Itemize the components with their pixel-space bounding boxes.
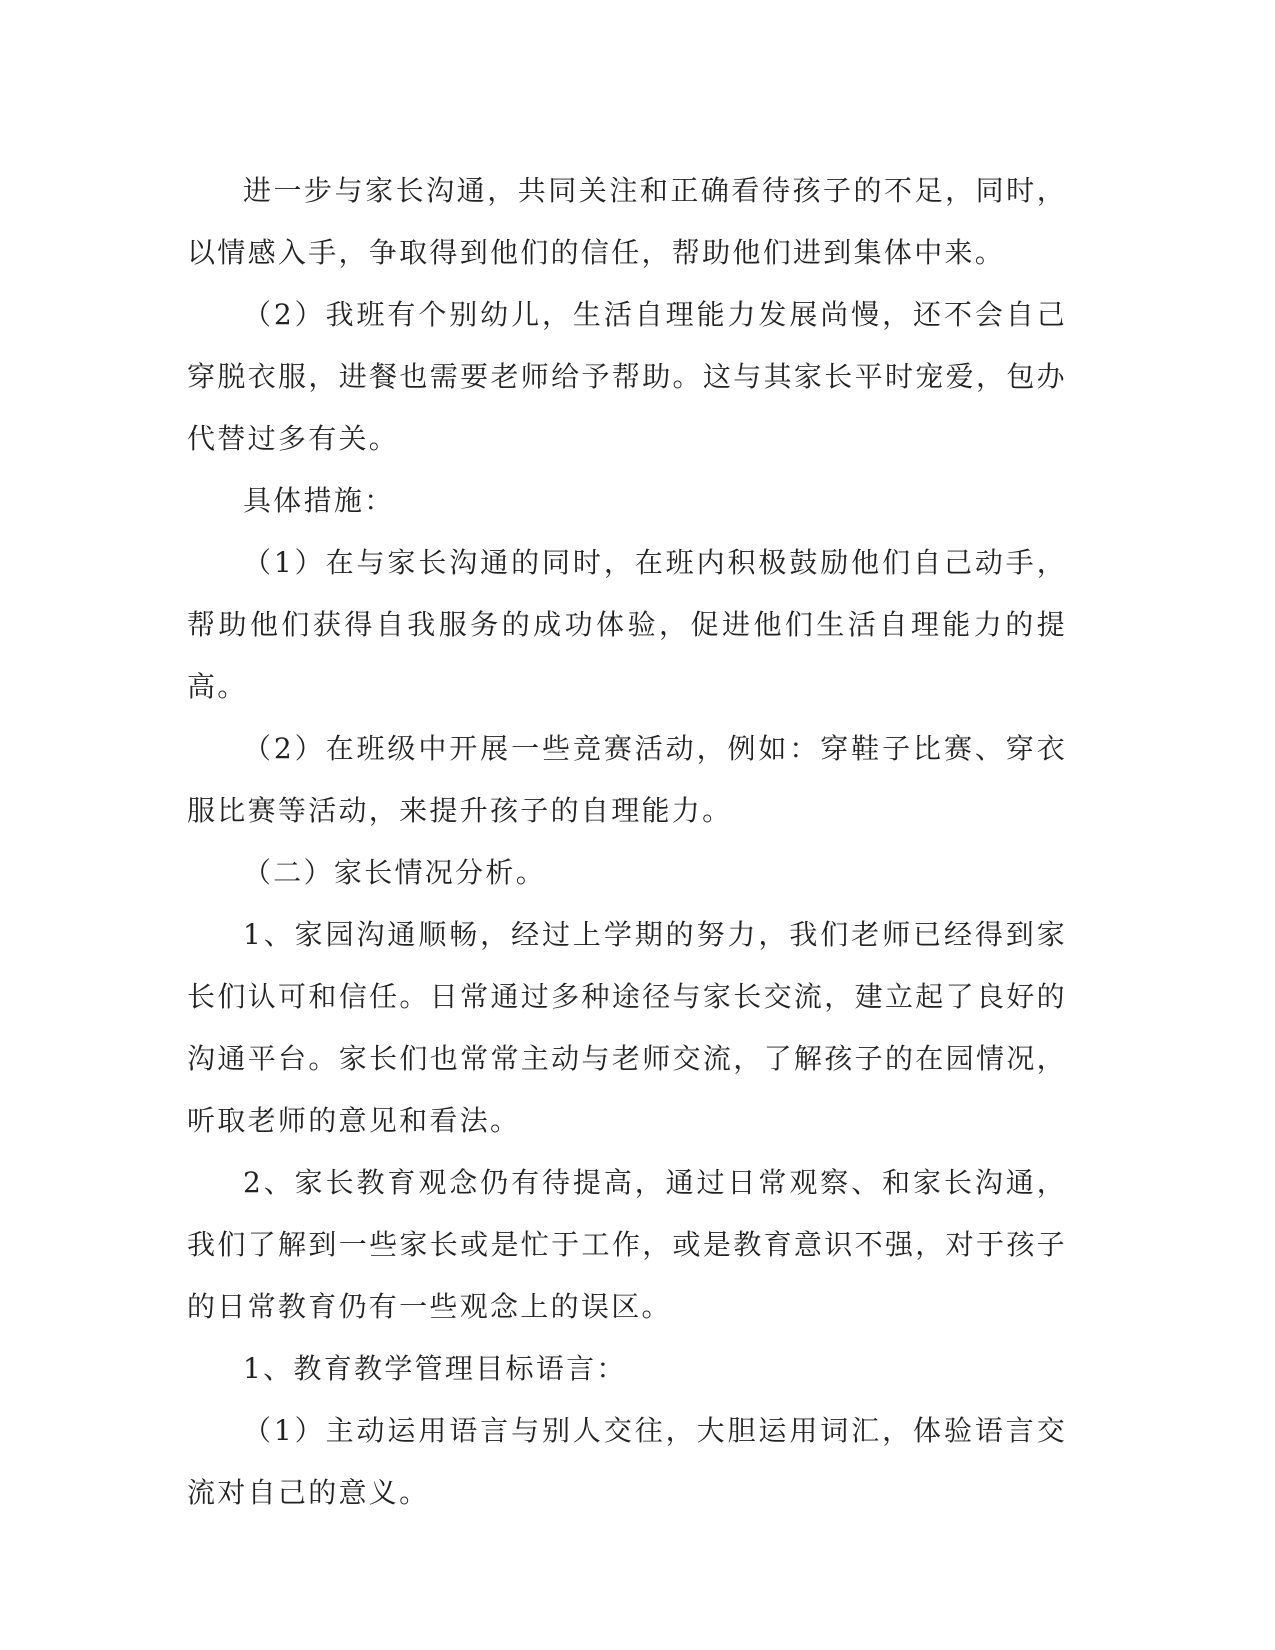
document-body bbox=[187, 160, 1067, 1524]
paragraph-language-goal-heading: 1、教育教学管理目标语言： bbox=[243, 1352, 627, 1385]
paragraph-parent-analysis-2: 2、家长教育观念仍有待提高，通过日常观察、和家长沟通，我们了解到一些家长或是忙于工作，或是教育意识不强，对于孩子的日常教育仍有一些观念上的误区。 bbox=[187, 1166, 1067, 1323]
paragraph-measure-2: （2）在班级中开展一些竞赛活动，例如：穿鞋子比赛、穿衣服比赛等活动，来提升孩子的自理能力。 bbox=[187, 732, 1067, 827]
paragraph-language-goal-1: （1）主动运用语言与别人交往，大胆运用词汇，体验语言交流对自己的意义。 bbox=[187, 1414, 1067, 1509]
paragraph-measures-heading: 具体措施： bbox=[243, 484, 395, 517]
paragraph-self-care-issue: （2）我班有个别幼儿，生活自理能力发展尚慢，还不会自己穿脱衣服，进餐也需要老师给予帮助。这与其家长平时宠爱，包办代替过多有关。 bbox=[187, 298, 1067, 455]
paragraph-parent-analysis-1: 1、家园沟通顺畅，经过上学期的努力，我们老师已经得到家长们认可和信任。日常通过多种途径与家长交流，建立起了良好的沟通平台。家长们也常常主动与老师交流，了解孩子的在园情况，听取老师的意见和看法。 bbox=[187, 918, 1067, 1137]
paragraph-measure-1: （1）在与家长沟通的同时，在班内积极鼓励他们自己动手，帮助他们获得自我服务的成功体验，促进他们生活自理能力的提高。 bbox=[187, 546, 1067, 703]
paragraph-parent-communication: 进一步与家长沟通，共同关注和正确看待孩子的不足，同时，以情感入手，争取得到他们的信任，帮助他们进到集体中来。 bbox=[187, 174, 1067, 269]
paragraph-parent-analysis-heading: （二）家长情况分析。 bbox=[243, 856, 547, 889]
